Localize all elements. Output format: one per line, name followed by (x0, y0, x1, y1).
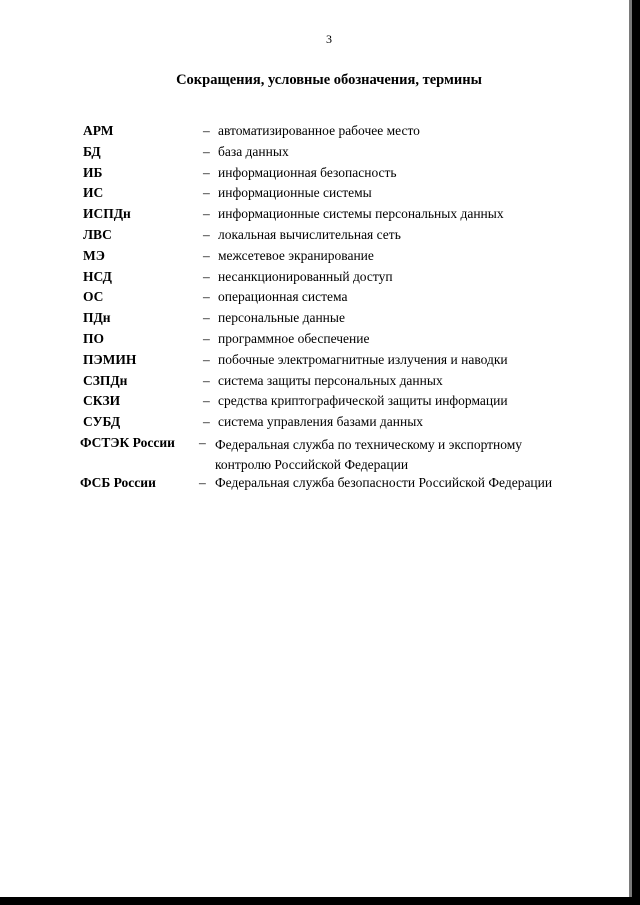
glossary-row (0, 289, 600, 310)
glossary-dash: – (199, 434, 206, 450)
page-title: Сокращения, условные обозначения, термины (176, 72, 482, 88)
glossary-row (0, 393, 600, 414)
glossary-definition: информационные системы персональных данных (218, 206, 504, 222)
glossary-dash: – (203, 226, 210, 242)
glossary-definition: Федеральная служба по техническому и экспортному контролю Российской Федерации (215, 436, 523, 472)
glossary-dash: – (203, 143, 210, 159)
glossary-term: ПДн (83, 310, 111, 326)
glossary-definition: система защиты персональных данных (218, 372, 443, 388)
glossary-definition: информационные системы (218, 185, 372, 201)
glossary-definition: несанкционированный доступ (218, 268, 393, 284)
glossary-row (0, 227, 600, 248)
glossary-row (0, 206, 600, 227)
glossary-dash: – (203, 206, 210, 222)
glossary-row (0, 123, 600, 144)
glossary-term: СЗПДн (83, 372, 128, 388)
glossary-row (0, 269, 600, 290)
glossary-dash: – (203, 372, 210, 388)
glossary-term: ЛВС (83, 226, 112, 242)
glossary-dash: – (203, 351, 210, 367)
glossary-term: ПО (83, 330, 105, 346)
scan-edge-bottom (0, 897, 640, 905)
glossary-definition: база данных (218, 143, 289, 159)
glossary-term: НСД (83, 268, 112, 284)
glossary-term: ИС (83, 185, 104, 201)
glossary-definition: локальная вычислительная сеть (218, 226, 401, 242)
glossary-definition: персональные данные (218, 310, 345, 326)
glossary-term: БД (83, 143, 101, 159)
glossary-term: АРМ (83, 123, 114, 138)
glossary-definition: Федеральная служба безопасности Российской Федерации (215, 474, 553, 490)
glossary-definition: средства криптографической защиты информации (218, 393, 508, 409)
glossary-row (0, 352, 600, 373)
glossary-definition: побочные электромагнитные излучения и наводки (218, 351, 508, 367)
glossary-dash: – (203, 247, 210, 263)
glossary-row (0, 414, 600, 435)
glossary-dash: – (203, 164, 210, 180)
glossary-dash: – (203, 268, 210, 284)
glossary-term: ПЭМИН (83, 351, 137, 367)
glossary-term: ФСБ России (80, 474, 156, 490)
glossary-row (0, 331, 600, 352)
glossary-term: ИБ (83, 164, 103, 180)
glossary-term: ИСПДн (83, 206, 131, 222)
abbreviations-list (0, 123, 600, 496)
glossary-dash: – (203, 310, 210, 326)
glossary-dash: – (199, 474, 206, 490)
glossary-term: ФСТЭК России (80, 434, 175, 450)
glossary-dash: – (203, 414, 210, 430)
glossary-dash: – (203, 123, 210, 138)
glossary-row (0, 435, 600, 475)
glossary-row (0, 165, 600, 186)
glossary-term: СУБД (83, 414, 121, 430)
glossary-row (0, 144, 600, 165)
scan-edge-right (632, 0, 640, 905)
glossary-definition: автоматизированное рабочее место (218, 123, 420, 138)
glossary-dash: – (203, 330, 210, 346)
glossary-row (0, 373, 600, 394)
glossary-definition: межсетевое экранирование (218, 247, 374, 263)
glossary-term: ОС (83, 289, 104, 305)
glossary-definition: система управления базами данных (218, 414, 424, 430)
glossary-row (0, 310, 600, 331)
glossary-row (0, 185, 600, 206)
glossary-definition: программное обеспечение (218, 330, 370, 346)
glossary-dash: – (203, 289, 210, 305)
glossary-row (0, 248, 600, 269)
glossary-definition: информационная безопасность (218, 164, 397, 180)
glossary-dash: – (203, 393, 210, 409)
glossary-definition: операционная система (218, 289, 348, 305)
glossary-term: МЭ (83, 247, 105, 263)
glossary-row (0, 475, 600, 496)
glossary-term: СКЗИ (83, 393, 121, 409)
glossary-dash: – (203, 185, 210, 201)
page-number: 3 (326, 32, 332, 46)
